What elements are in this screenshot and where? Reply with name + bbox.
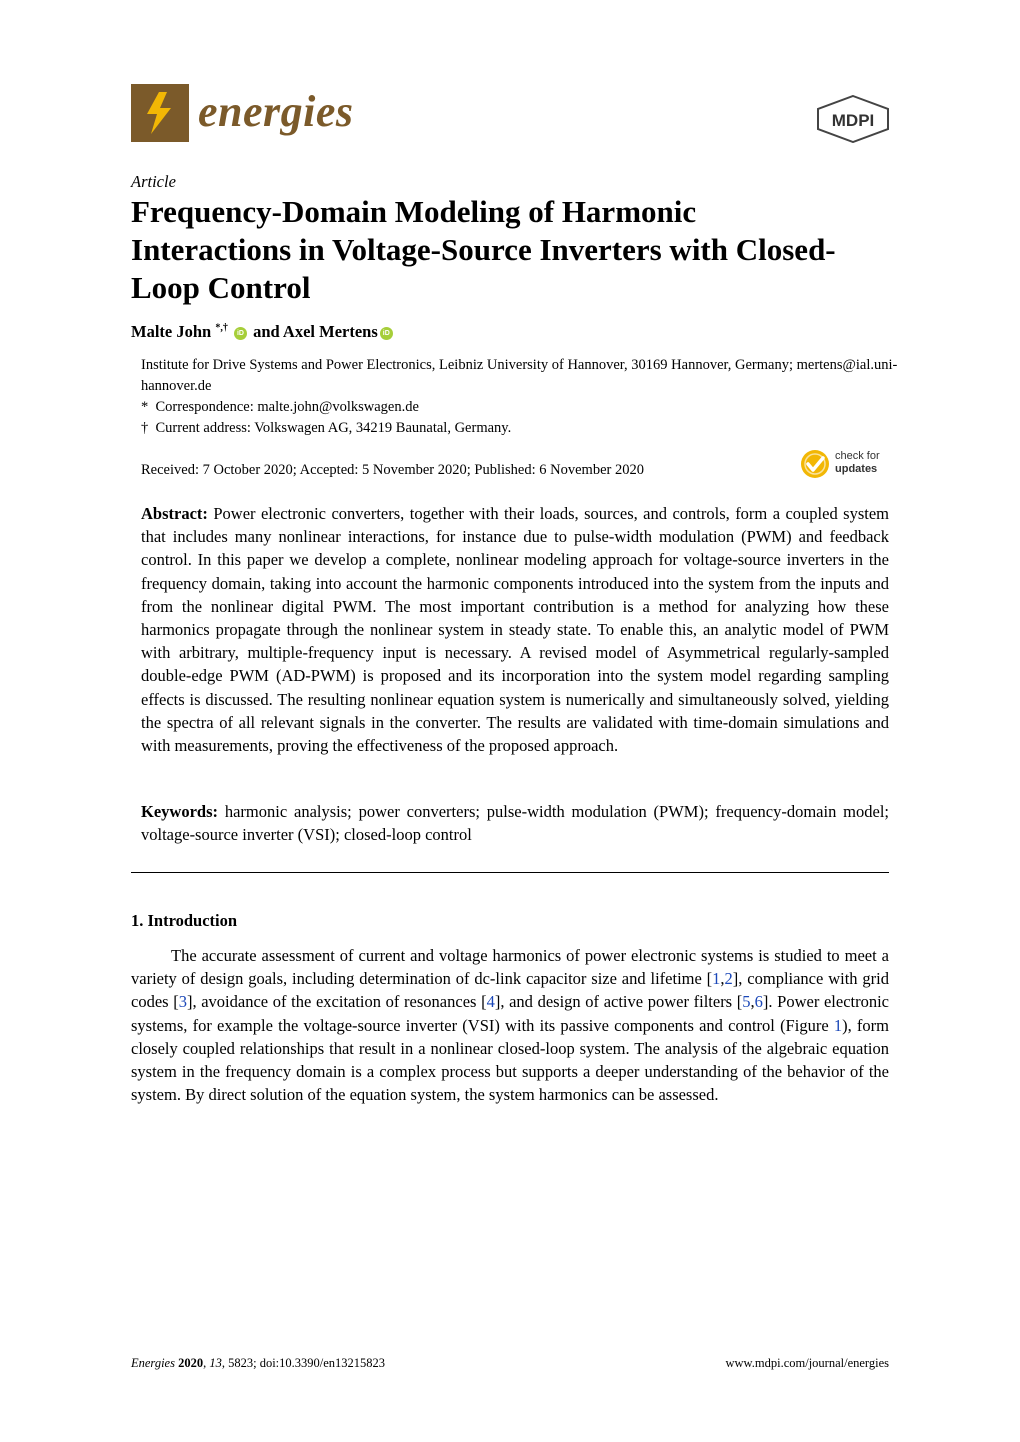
orcid-icon[interactable]: iD (234, 327, 247, 340)
body-text: The accurate assessment of current and voltage harmonics of power electronic systems is studied to meet a variety of design goals, including determination of dc-link capacitor size and lifetime [ (131, 946, 889, 989)
journal-name: energies (198, 87, 354, 136)
check-for-updates-line1: check for (835, 450, 880, 462)
body-text: , (720, 969, 725, 989)
affiliation: Institute for Drive Systems and Power Electronics, Leibniz University of Hannover, 30169 Hannover, Germany; mertens@ial.uni-hannover.de (141, 357, 898, 394)
citation-link[interactable]: 1 (712, 969, 721, 989)
citation-link[interactable]: 2 (724, 969, 733, 989)
author-marks: *,† (215, 322, 228, 334)
publisher-name: MDPI (831, 111, 875, 130)
footer-separator: , (203, 1356, 210, 1370)
abstract (141, 502, 889, 757)
article-type: Article (131, 172, 176, 191)
body-text: ], compliance with grid codes [ (131, 969, 889, 1012)
check-for-updates-button[interactable] (800, 448, 892, 480)
abstract-text: Power electronic converters, together with their loads, sources, and controls, form a coupled system that includes many nonlinear interactions, for instance due to pulse-width modulation (PWM) and feedback control. In this paper we develop a complete, nonlinear modeling approach for voltage-source inverters in the frequency domain, taking into account the harmonic components introduced into the system from the inputs and from the nonlinear digital PWM. The most important contribution is a method for analyzing how these harmonics propagate through the nonlinear system in steady state. To enable this, an analytic model of PWM with arbitrary, multiple-frequency input is necessary. A revised model of Asymmetrical regularly-sampled double-edge PWM (AD-PWM) is proposed and its incorporation into the system model regarding sampling effects is discussed. The resulting nonlinear equation system is numerically and simultaneously solved, yielding the spectra of all relevant signals in the converter. The results are validated with time-domain simulations and with measurements, proving the effectiveness of the proposed approach. (141, 504, 889, 756)
footer-citation (131, 1356, 385, 1371)
footer-year: 2020 (178, 1356, 204, 1370)
footer-volume: 13 (209, 1356, 222, 1370)
current-address (141, 418, 511, 439)
body-text: ]. Power electronic systems, for example the voltage-source inverter (VSI) with its passive components and control (Figure (131, 992, 890, 1035)
footer-journal: Energies (131, 1356, 175, 1370)
citation-link[interactable]: 5 (742, 992, 751, 1012)
abstract-label: Abstract: (141, 504, 208, 523)
figure-link[interactable]: 1 (833, 1015, 843, 1035)
keywords (141, 800, 889, 846)
check-for-updates-line2: updates (835, 463, 878, 475)
publication-dates: Received: 7 October 2020; Accepted: 5 November 2020; Published: 6 November 2020 (141, 462, 644, 478)
author-name[interactable]: Malte John (131, 322, 212, 341)
correspondence (141, 397, 419, 418)
author-name[interactable]: Axel Mertens (282, 322, 378, 341)
correspondence-text: Correspondence: malte.john@volkswagen.de (155, 399, 419, 415)
section-divider (131, 872, 889, 873)
intro-paragraph (131, 944, 889, 1106)
author-connector: and (253, 322, 280, 341)
address-text: Current address: Volkswagen AG, 34219 Baunatal, Germany. (155, 420, 512, 436)
lightning-icon (131, 84, 189, 142)
paper-title: Frequency-Domain Modeling of Harmonic Interactions in Voltage-Source Inverters with Closed-Loop Control (131, 194, 836, 305)
correspondence-mark: * (141, 399, 149, 415)
body-text: ], avoidance of the excitation of resonances [ (186, 992, 487, 1012)
author-list (131, 322, 395, 342)
orcid-icon[interactable]: iD (380, 327, 393, 340)
keywords-label: Keywords: (141, 802, 218, 821)
address-mark: † (141, 420, 149, 436)
publisher-logo (816, 95, 890, 143)
body-text: , (750, 992, 755, 1012)
journal-logo (131, 84, 189, 142)
body-text: ], and design of active power filters [ (494, 992, 743, 1012)
footer-url[interactable]: www.mdpi.com/journal/energies (725, 1356, 889, 1370)
footer-doi: , 5823; doi:10.3390/en13215823 (221, 1356, 386, 1370)
citation-link[interactable]: 4 (486, 992, 495, 1012)
section-heading: 1. Introduction (131, 911, 238, 930)
body-text: ), form closely coupled relationships that result in a nonlinear closed-loop system. The analysis of the algebraic equation system in the frequency domain is a complex process but supports a deeper understanding of the behavior of the system. By direct solution of the equation system, the system harmonics can be assessed. (131, 1015, 889, 1105)
checkmark-icon (800, 449, 830, 479)
keywords-text: harmonic analysis; power converters; pulse-width modulation (PWM); frequency-domain model; voltage-source inverter (VSI); closed-loop control (141, 802, 890, 845)
citation-link[interactable]: 6 (754, 992, 763, 1012)
citation-link[interactable]: 3 (178, 992, 187, 1012)
